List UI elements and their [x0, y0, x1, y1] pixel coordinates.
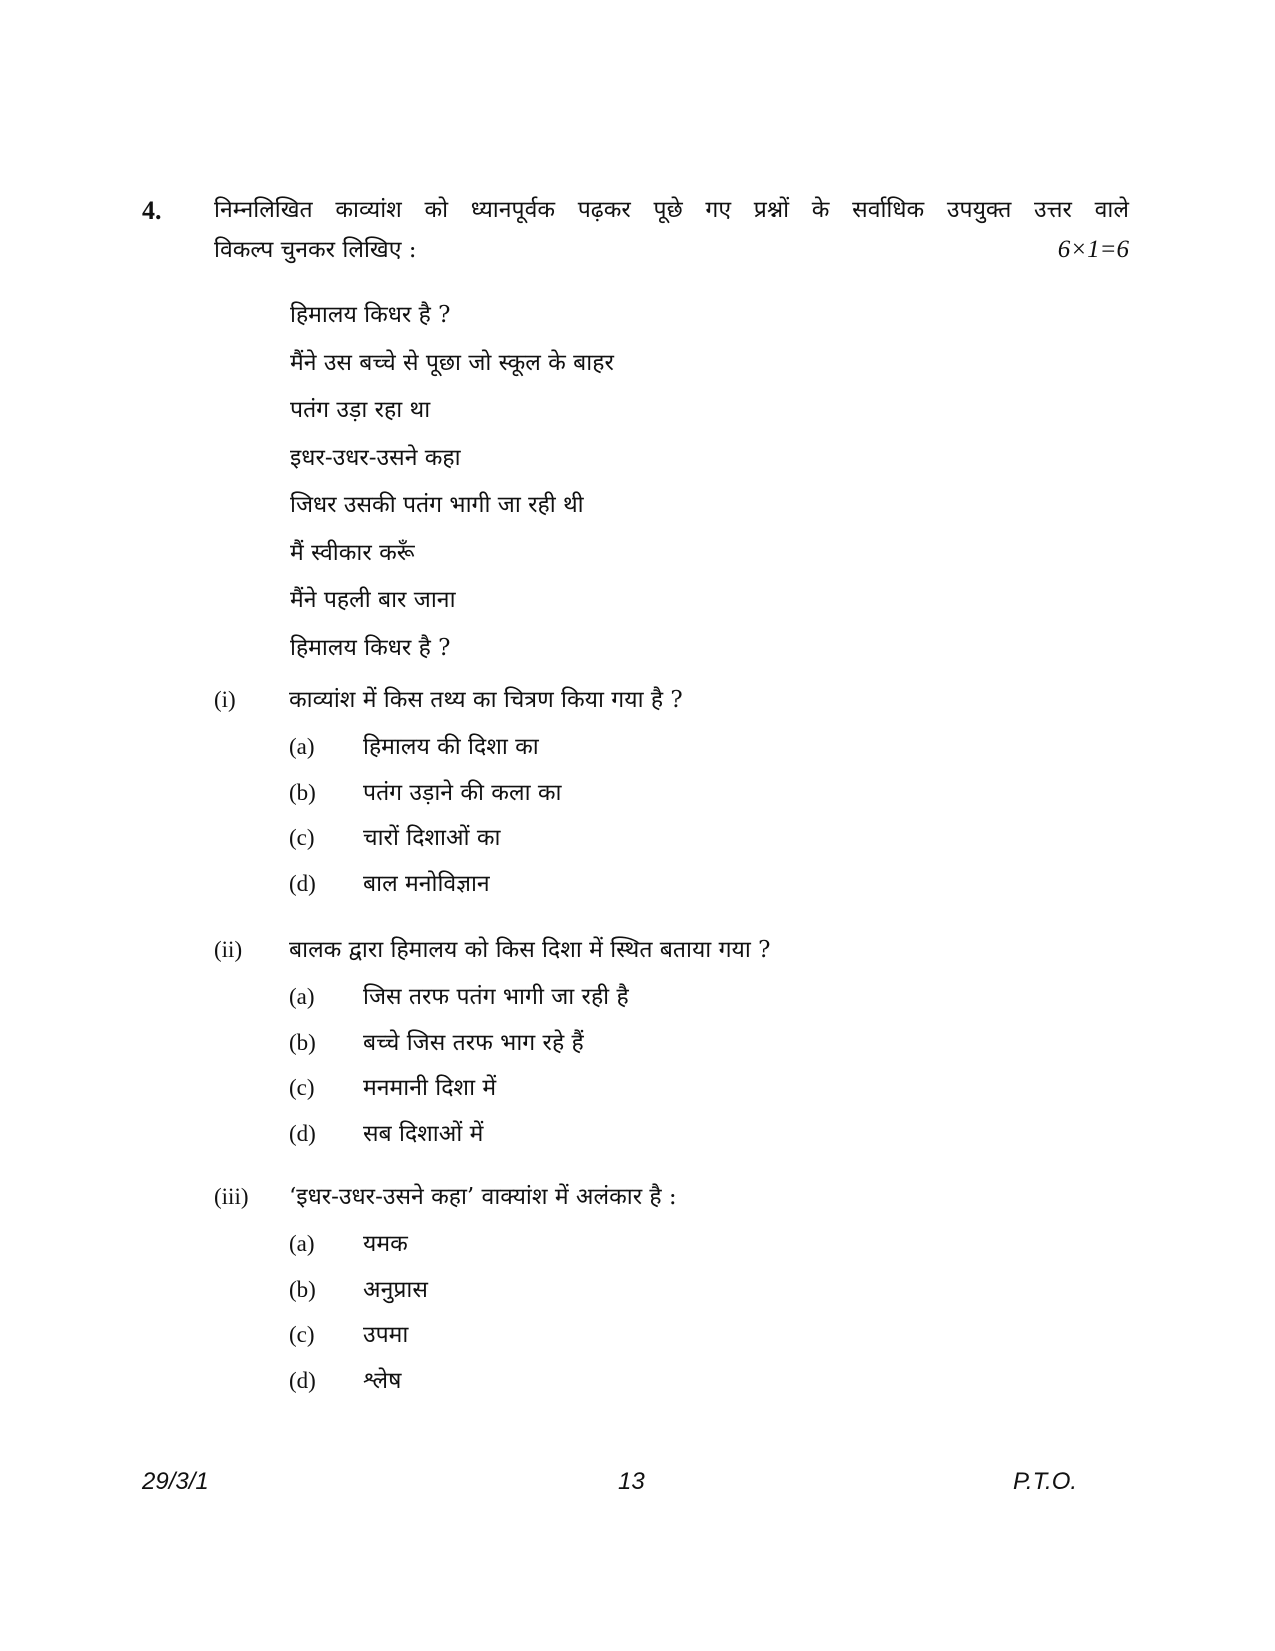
option-text: यमक	[363, 1231, 408, 1257]
option-label: (b)	[289, 1276, 316, 1302]
option-text: सब दिशाओं में	[363, 1120, 484, 1147]
instruction-line-2: विकल्प चुनकर लिखिए :	[214, 237, 417, 263]
option-label: (d)	[289, 870, 316, 896]
subquestion-header	[214, 933, 770, 967]
question-number: 4.	[142, 196, 162, 225]
subquestion-label: (ii)	[214, 937, 243, 962]
poem-line: हिमालय किधर है ?	[290, 302, 451, 328]
option-text: अनुप्रास	[363, 1276, 428, 1303]
poem-line: मैंने पहली बार जाना	[290, 587, 456, 613]
poem-line: इधर-उधर-उसने कहा	[290, 444, 461, 471]
option-item	[289, 1272, 677, 1318]
option-label: (b)	[289, 779, 316, 805]
option-text: जिस तरफ पतंग भागी जा रही है	[363, 984, 629, 1010]
option-item	[289, 1317, 677, 1363]
option-label: (d)	[289, 1120, 316, 1146]
option-item	[289, 1363, 677, 1409]
poem-excerpt	[290, 292, 614, 672]
option-label: (b)	[289, 1029, 316, 1055]
option-item	[289, 1025, 770, 1071]
option-text: उपमा	[363, 1322, 409, 1348]
subquestion-text: ‘इधर-उधर-उसने कहा’ वाक्यांश में अलंकार है :	[289, 1184, 677, 1210]
subquestion-text: बालक द्वारा हिमालय को किस दिशा में स्थित बताया गया ?	[289, 937, 771, 963]
option-text: मनमानी दिशा में	[363, 1075, 497, 1101]
option-label: (a)	[289, 984, 315, 1009]
subquestion-label: (i)	[214, 687, 236, 712]
poem-line: हिमालय किधर है ?	[290, 634, 451, 661]
option-list	[289, 729, 683, 911]
option-label: (c)	[289, 825, 315, 850]
option-text: बाल मनोविज्ञान	[363, 870, 490, 897]
please-turn-over: P.T.O.	[1013, 1468, 1078, 1495]
option-label: (c)	[289, 1075, 315, 1100]
option-label: (c)	[289, 1322, 315, 1347]
option-text: चारों दिशाओं का	[363, 825, 501, 851]
poem-line: जिधर उसकी पतंग भागी जा रही थी	[290, 492, 584, 518]
option-text: हिमालय की दिशा का	[363, 734, 539, 760]
paper-code: 29/3/1	[142, 1468, 209, 1495]
page-number: 13	[618, 1468, 645, 1495]
option-item	[289, 1070, 770, 1116]
question-instruction	[214, 190, 1129, 270]
option-item	[289, 775, 683, 821]
option-list	[289, 1226, 677, 1408]
subquestion-label: (iii)	[214, 1184, 249, 1209]
option-label: (a)	[289, 734, 315, 759]
option-text: बच्चे जिस तरफ भाग रहे हैं	[363, 1029, 584, 1056]
marks-allocation: 6×1=6	[1057, 236, 1129, 263]
option-label: (a)	[289, 1231, 315, 1256]
subquestion-text: काव्यांश में किस तथ्य का चित्रण किया गया है ?	[289, 687, 683, 713]
instruction-line-1: निम्नलिखित काव्यांश को ध्यानपूर्वक पढ़कर पूछे गए प्रश्नों के सर्वाधिक उपयुक्त उत्तर वाले	[214, 197, 1129, 223]
option-text: श्लेष	[363, 1367, 402, 1394]
option-item	[289, 820, 683, 866]
poem-line: मैं स्वीकार करूँ	[290, 539, 415, 566]
poem-line: पतंग उड़ा रहा था	[290, 397, 431, 423]
subquestion-header	[214, 683, 683, 717]
option-item	[289, 1116, 770, 1162]
option-item	[289, 1226, 677, 1272]
subquestion-header	[214, 1180, 677, 1214]
subquestion-iii	[214, 1180, 677, 1408]
subquestion-ii	[214, 933, 770, 1161]
option-text: पतंग उड़ाने की कला का	[363, 779, 562, 806]
subquestion-i	[214, 683, 683, 911]
poem-line: मैंने उस बच्चे से पूछा जो स्कूल के बाहर	[290, 349, 614, 376]
option-label: (d)	[289, 1367, 316, 1393]
option-item	[289, 729, 683, 775]
option-item	[289, 866, 683, 912]
option-list	[289, 979, 770, 1161]
instruction-line-2-row	[214, 230, 1129, 270]
option-item	[289, 979, 770, 1025]
